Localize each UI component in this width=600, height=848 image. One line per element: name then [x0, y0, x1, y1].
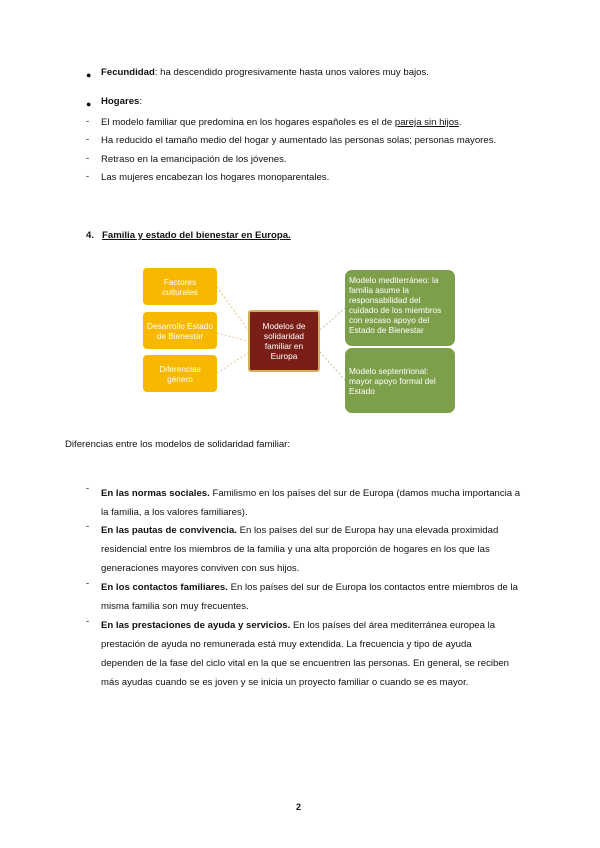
box-diferencias-genero: Diferencias género — [143, 355, 217, 392]
hogares-item-1: El modelo familiar que predomina en los hogares españoles es el de pareja sin hijos. — [101, 117, 462, 128]
box-modelos-solidaridad: Modelos de solidaridad familiar en Europa — [248, 310, 320, 372]
connector-line — [217, 333, 248, 341]
differences-intro: Diferencias entre los modelos de solidaridad familiar: — [65, 439, 291, 450]
connector-line — [217, 353, 248, 373]
box-factores-culturales: Factores culturales — [143, 268, 217, 305]
hogares-label: Hogares — [101, 96, 140, 107]
hogares-line: Hogares: — [101, 96, 143, 107]
box-desarrollo-estado: Desarrollo Estado de Bienestar — [143, 312, 217, 349]
page-number: 2 — [296, 802, 302, 812]
fecundidad-text: : ha descendido progresivamente hasta unos valores muy bajos. — [154, 67, 429, 78]
box-modelo-septentrional: Modelo septentrional: mayor apoyo formal del Estado — [345, 348, 455, 413]
difference-item-1: En las normas sociales. Familismo en los países del sur de Europa (damos mucha importancia a la familia, a los valores familiares). — [101, 488, 521, 518]
section-title: Familia y estado del bienestar en Europa. — [102, 230, 291, 241]
fecundidad-label: Fecundidad — [101, 67, 155, 78]
dash-marker: - — [86, 578, 90, 589]
difference-item-4: En las prestaciones de ayuda y servicios. En los países del área mediterránea europea la prestación de ayuda no remunerada está muy extendida. La frecuencia y tipo de ayuda dependen de la fase del ciclo vital en la que se encuentren las personas. En general, se reciben más ayudas cuando se es joven y se inicia un proyecto familiar o cuando se es mayor. — [101, 620, 510, 688]
hogares-item-2: Ha reducido el tamaño medio del hogar y aumentado las personas solas; personas mayores. — [101, 135, 497, 146]
connector-line — [320, 352, 345, 380]
dash-marker: - — [86, 483, 90, 494]
connector-line — [320, 308, 345, 330]
box-modelo-mediterraneo: Modelo mediterráneo: la familia asume la responsabilidad del cuidado de los miembros con escaso apoyo del Estado de Bienestar — [345, 270, 455, 346]
bullet-dot: ● — [86, 70, 92, 80]
difference-item-3: En los contactos familiares. En los países del sur de Europa los contactos entre miembros de la misma familia son muy frecuentes. — [101, 582, 519, 612]
hogares-item-4: Las mujeres encabezan los hogares monoparentales. — [101, 172, 330, 183]
dash-marker: - — [86, 171, 90, 182]
dash-marker: - — [86, 153, 90, 164]
dash-marker: - — [86, 116, 90, 127]
dash-marker: - — [86, 134, 90, 145]
dash-marker: - — [86, 616, 90, 627]
dash-marker: - — [86, 521, 90, 532]
pareja-sin-hijos-link: pareja sin hijos — [394, 117, 459, 128]
hogares-item-3: Retraso en la emancipación de los jóvenes. — [101, 154, 287, 165]
difference-item-2: En las pautas de convivencia. En los países del sur de Europa hay una elevada proximidad residencial entre los miembros de la familia y una alta proporción de hogares en los que las generaciones mayores conviven con sus hijos. — [101, 525, 499, 574]
bullet-dot: ● — [86, 99, 92, 109]
section-number: 4. — [86, 230, 95, 241]
connector-line — [217, 287, 248, 330]
